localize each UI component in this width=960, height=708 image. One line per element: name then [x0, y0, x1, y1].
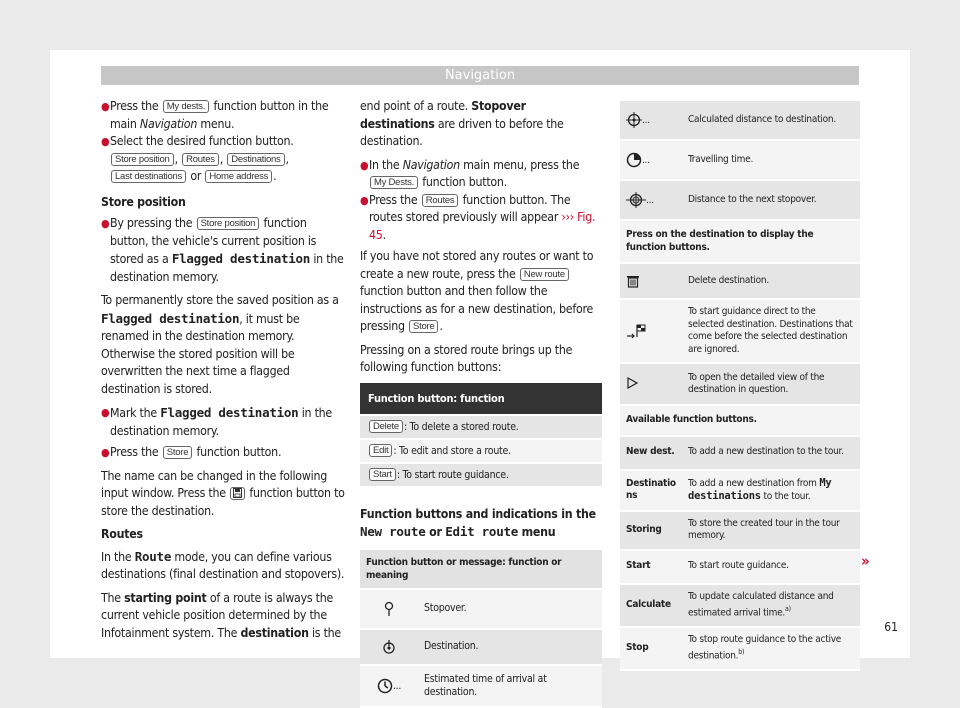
table-row: Delete : To delete a stored route.: [360, 415, 602, 439]
last-destinations-button[interactable]: Last destinations: [111, 170, 186, 183]
clock-icon: [377, 678, 393, 694]
paragraph: Pressing on a stored route brings up the following function buttons:: [360, 342, 573, 374]
bullet-item: ● Press the Store function button.: [101, 445, 282, 459]
store-position-button[interactable]: Store position: [197, 217, 260, 230]
flag-guidance-icon: [626, 323, 648, 339]
column-right: [620, 101, 860, 671]
table-row: ... Calculated distance to destination.: [620, 101, 860, 140]
bullet-item: ● Mark the Flagged destination in the destination memory.: [101, 405, 332, 438]
table-row: New dest. To add a new destination to the tour.: [620, 436, 860, 470]
paragraph: The starting point of a route is always the current vehicle position determined by the Infotainment system. The destination is the: [101, 590, 341, 640]
store-position-button[interactable]: Store position: [111, 153, 174, 166]
table-row: Start : To start route guidance.: [360, 463, 602, 487]
table-row: Calculate To update calculated distance and estimated arrival time.$^{a)}$: [620, 584, 860, 627]
table-row: Destination.: [360, 629, 602, 665]
page-number: 61: [884, 620, 898, 634]
section-heading: Routes: [101, 527, 143, 541]
table-row: ... Travelling time.: [620, 140, 860, 180]
section-heading: Function buttons and indications in the New route or Edit route menu: [360, 506, 596, 539]
play-icon: [626, 377, 638, 389]
paragraph: To permanently store the saved position as a Flagged destination, it must be renamed in the destination memory. Otherwise the stored position will be overwritten the next time a flagged destination is stored.: [101, 293, 339, 396]
table-row: Stopover.: [360, 589, 602, 629]
table-row: Storing To store the created tour in the tour memory.: [620, 511, 860, 550]
table-header: Function button or message: function or meaning: [360, 550, 602, 589]
column-middle: [360, 98, 602, 708]
timer-icon: [626, 152, 642, 168]
page-header: Navigation: [101, 66, 859, 85]
bullet-item: ● Press the My dests. function button in the main Navigation menu.: [101, 99, 329, 131]
paragraph: The name can be changed in the following input window. Press the function button to store the destination.: [101, 468, 345, 518]
column-left: [101, 98, 347, 648]
table-row: To open the detailed view of the destination in question.: [620, 363, 860, 405]
table-row: ... Distance to the next stopover.: [620, 180, 860, 220]
edit-button[interactable]: Edit: [369, 444, 392, 457]
table-row: Start To start route guidance.: [620, 550, 860, 584]
paragraph: end point of a route. Stopover destinations are driven to before the destination.: [360, 99, 564, 148]
route-info-table: [620, 101, 860, 671]
destination-icon: [382, 640, 396, 654]
store-button[interactable]: Store: [409, 320, 438, 333]
bullet-item: ● By pressing the Store position function button, the vehicle's current position is stored as a Flagged destination in the destination memory.: [101, 216, 344, 284]
stopover-icon: [384, 601, 394, 617]
table-row: Edit : To edit and store a route.: [360, 439, 602, 463]
continued-marker: »: [861, 552, 870, 570]
figure-reference-link[interactable]: ››› Fig. 45: [369, 210, 596, 242]
trash-icon: [626, 274, 640, 288]
home-address-button[interactable]: Home address: [205, 170, 272, 183]
table-row: Destinations To add a new destination from My destinations to the tour.: [620, 470, 860, 511]
table-header: Function button: function: [360, 383, 602, 415]
table-row: Press on the destination to display the function buttons.: [620, 220, 860, 263]
table-row: Stop To stop route guidance to the active destination.$^{b)}$: [620, 627, 860, 670]
paragraph: If you have not stored any routes or want to create a new route, press the New route function button and then follow the instructions as for a new destination, before pressing Store .: [360, 249, 594, 333]
section-heading: Store position: [101, 194, 186, 209]
bullet-item: ● In the Navigation main menu, press the My Dests. function button.: [360, 157, 580, 189]
routes-button[interactable]: Routes: [182, 153, 219, 166]
stopover-distance-icon: [626, 192, 646, 208]
table-row: Available function buttons.: [620, 405, 860, 436]
my-dests-button[interactable]: My dests.: [163, 100, 209, 113]
bullet-item: ● Select the desired function button. Store position , Routes , Destinations , Last destinations or Home address .: [101, 134, 294, 183]
function-button-table: [360, 383, 602, 488]
table-row: ... Estimated time of arrival at destination.: [360, 665, 602, 707]
delete-button[interactable]: Delete: [369, 420, 403, 433]
routes-button[interactable]: Routes: [422, 194, 459, 207]
my-dests-button[interactable]: My Dests.: [370, 176, 418, 189]
distance-icon: [626, 112, 642, 128]
destinations-button[interactable]: Destinations: [227, 153, 284, 166]
new-route-button[interactable]: New route: [520, 268, 569, 281]
bullet-item: ● Press the Routes function button. The routes stored previously will appear ››› Fig. 45.: [360, 192, 596, 242]
store-button[interactable]: Store: [163, 446, 192, 459]
start-button[interactable]: Start: [369, 468, 396, 481]
table-row: Delete destination.: [620, 263, 860, 299]
indications-table: [360, 550, 602, 708]
table-row: To start guidance direct to the selected destination. Destinations that come before the selected destination are ignored.: [620, 299, 860, 363]
save-icon[interactable]: [230, 487, 245, 500]
paragraph: In the Route mode, you can define various destinations (final destination and stopovers).: [101, 548, 345, 581]
